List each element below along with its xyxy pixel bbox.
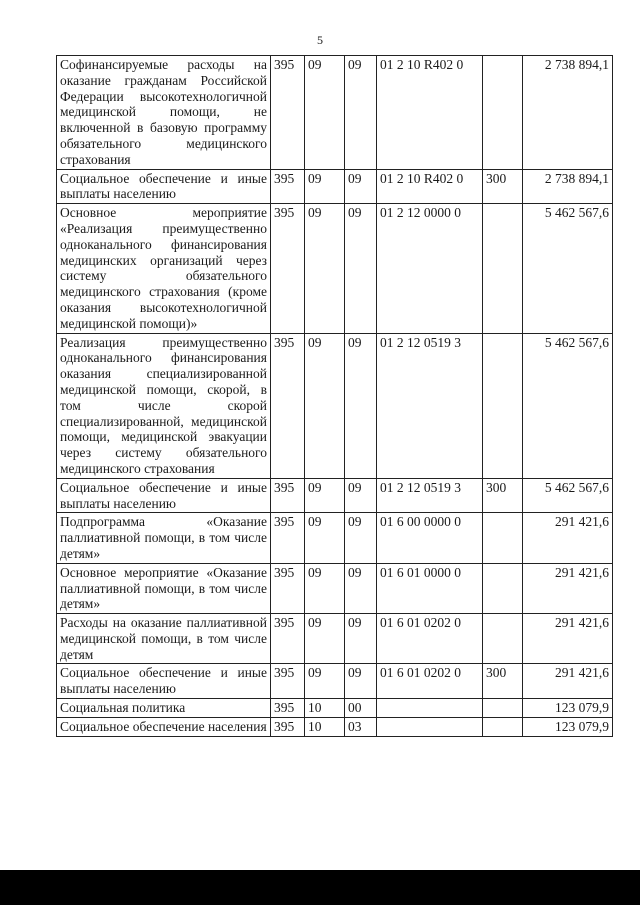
expense-type-cell: 300 — [483, 664, 523, 699]
table-row — [57, 169, 613, 204]
table-row — [57, 333, 613, 478]
amount-cell: 5 462 567,6 — [523, 333, 613, 478]
target-article-cell — [377, 699, 483, 718]
grbs-cell: 395 — [271, 717, 305, 736]
amount-cell: 291 421,6 — [523, 664, 613, 699]
budget-table-body — [57, 56, 613, 737]
table-row — [57, 614, 613, 664]
expense-type-cell — [483, 699, 523, 718]
row-name-cell: Социальное обеспечение и иные выплаты населению — [57, 169, 271, 204]
grbs-cell: 395 — [271, 513, 305, 563]
row-name-cell: Социальное обеспечение и иные выплаты населению — [57, 478, 271, 513]
amount-cell: 291 421,6 — [523, 614, 613, 664]
row-name-cell: Социальное обеспечение и иные выплаты населению — [57, 664, 271, 699]
subsection-cell: 09 — [345, 333, 377, 478]
target-article-cell: 01 6 00 0000 0 — [377, 513, 483, 563]
row-name-cell: Софинансируемые расходы на оказание гражданам Российской Федерации высокотехнологичной медицинской помощи, не включенной в базовую программу обязательного медицинского страхования — [57, 56, 271, 170]
row-name-cell: Расходы на оказание паллиативной медицинской помощи, в том числе детям — [57, 614, 271, 664]
grbs-cell: 395 — [271, 478, 305, 513]
subsection-cell: 09 — [345, 563, 377, 613]
subsection-cell: 09 — [345, 204, 377, 333]
table-row — [57, 513, 613, 563]
scan-bottom-edge — [0, 870, 640, 905]
section-cell: 09 — [305, 563, 345, 613]
grbs-cell: 395 — [271, 664, 305, 699]
expense-type-cell — [483, 563, 523, 613]
section-cell: 09 — [305, 333, 345, 478]
row-name-cell: Социальная политика — [57, 699, 271, 718]
table-row — [57, 699, 613, 718]
amount-cell: 2 738 894,1 — [523, 56, 613, 170]
target-article-cell: 01 2 10 R402 0 — [377, 169, 483, 204]
section-cell: 09 — [305, 204, 345, 333]
subsection-cell: 03 — [345, 717, 377, 736]
amount-cell: 2 738 894,1 — [523, 169, 613, 204]
table-row — [57, 563, 613, 613]
target-article-cell: 01 6 01 0202 0 — [377, 614, 483, 664]
table-row — [57, 478, 613, 513]
expense-type-cell: 300 — [483, 169, 523, 204]
section-cell: 09 — [305, 513, 345, 563]
target-article-cell — [377, 717, 483, 736]
table-row — [57, 56, 613, 170]
row-name-cell: Социальное обеспечение населения — [57, 717, 271, 736]
subsection-cell: 00 — [345, 699, 377, 718]
amount-cell: 5 462 567,6 — [523, 478, 613, 513]
subsection-cell: 09 — [345, 664, 377, 699]
expense-type-cell — [483, 204, 523, 333]
amount-cell: 291 421,6 — [523, 563, 613, 613]
section-cell: 10 — [305, 717, 345, 736]
grbs-cell: 395 — [271, 333, 305, 478]
section-cell: 09 — [305, 614, 345, 664]
subsection-cell: 09 — [345, 169, 377, 204]
section-cell: 09 — [305, 664, 345, 699]
amount-cell: 123 079,9 — [523, 717, 613, 736]
row-name-cell: Реализация преимущественно одноканального финансирования оказания специализированной медицинской помощи, скорой, в том числе скорой специализированной, медицинской помощи, медицинской эвакуации через систему обязательного медицинского страхования — [57, 333, 271, 478]
target-article-cell: 01 2 12 0519 3 — [377, 478, 483, 513]
amount-cell: 123 079,9 — [523, 699, 613, 718]
expense-type-cell — [483, 513, 523, 563]
table-row — [57, 717, 613, 736]
budget-table — [56, 55, 613, 737]
expense-type-cell — [483, 614, 523, 664]
section-cell: 09 — [305, 56, 345, 170]
grbs-cell: 395 — [271, 169, 305, 204]
target-article-cell: 01 6 01 0000 0 — [377, 563, 483, 613]
table-row — [57, 664, 613, 699]
target-article-cell: 01 2 12 0519 3 — [377, 333, 483, 478]
subsection-cell: 09 — [345, 614, 377, 664]
subsection-cell: 09 — [345, 56, 377, 170]
amount-cell: 5 462 567,6 — [523, 204, 613, 333]
target-article-cell: 01 2 12 0000 0 — [377, 204, 483, 333]
expense-type-cell — [483, 56, 523, 170]
amount-cell: 291 421,6 — [523, 513, 613, 563]
grbs-cell: 395 — [271, 699, 305, 718]
section-cell: 09 — [305, 169, 345, 204]
expense-type-cell — [483, 333, 523, 478]
expense-type-cell: 300 — [483, 478, 523, 513]
section-cell: 09 — [305, 478, 345, 513]
grbs-cell: 395 — [271, 563, 305, 613]
page-number: 5 — [317, 33, 323, 47]
target-article-cell: 01 2 10 R402 0 — [377, 56, 483, 170]
grbs-cell: 395 — [271, 56, 305, 170]
subsection-cell: 09 — [345, 513, 377, 563]
subsection-cell: 09 — [345, 478, 377, 513]
row-name-cell: Основное мероприятие «Оказание паллиативной помощи, в том числе детям» — [57, 563, 271, 613]
section-cell: 10 — [305, 699, 345, 718]
expense-type-cell — [483, 717, 523, 736]
grbs-cell: 395 — [271, 614, 305, 664]
grbs-cell: 395 — [271, 204, 305, 333]
target-article-cell: 01 6 01 0202 0 — [377, 664, 483, 699]
table-row — [57, 204, 613, 333]
row-name-cell: Основное мероприятие «Реализация преимущественно одноканального финансирования медицинских организаций через систему обязательного медицинского страхования (кроме оказания высокотехнологичной медицинской помощи)» — [57, 204, 271, 333]
row-name-cell: Подпрограмма «Оказание паллиативной помощи, в том числе детям» — [57, 513, 271, 563]
